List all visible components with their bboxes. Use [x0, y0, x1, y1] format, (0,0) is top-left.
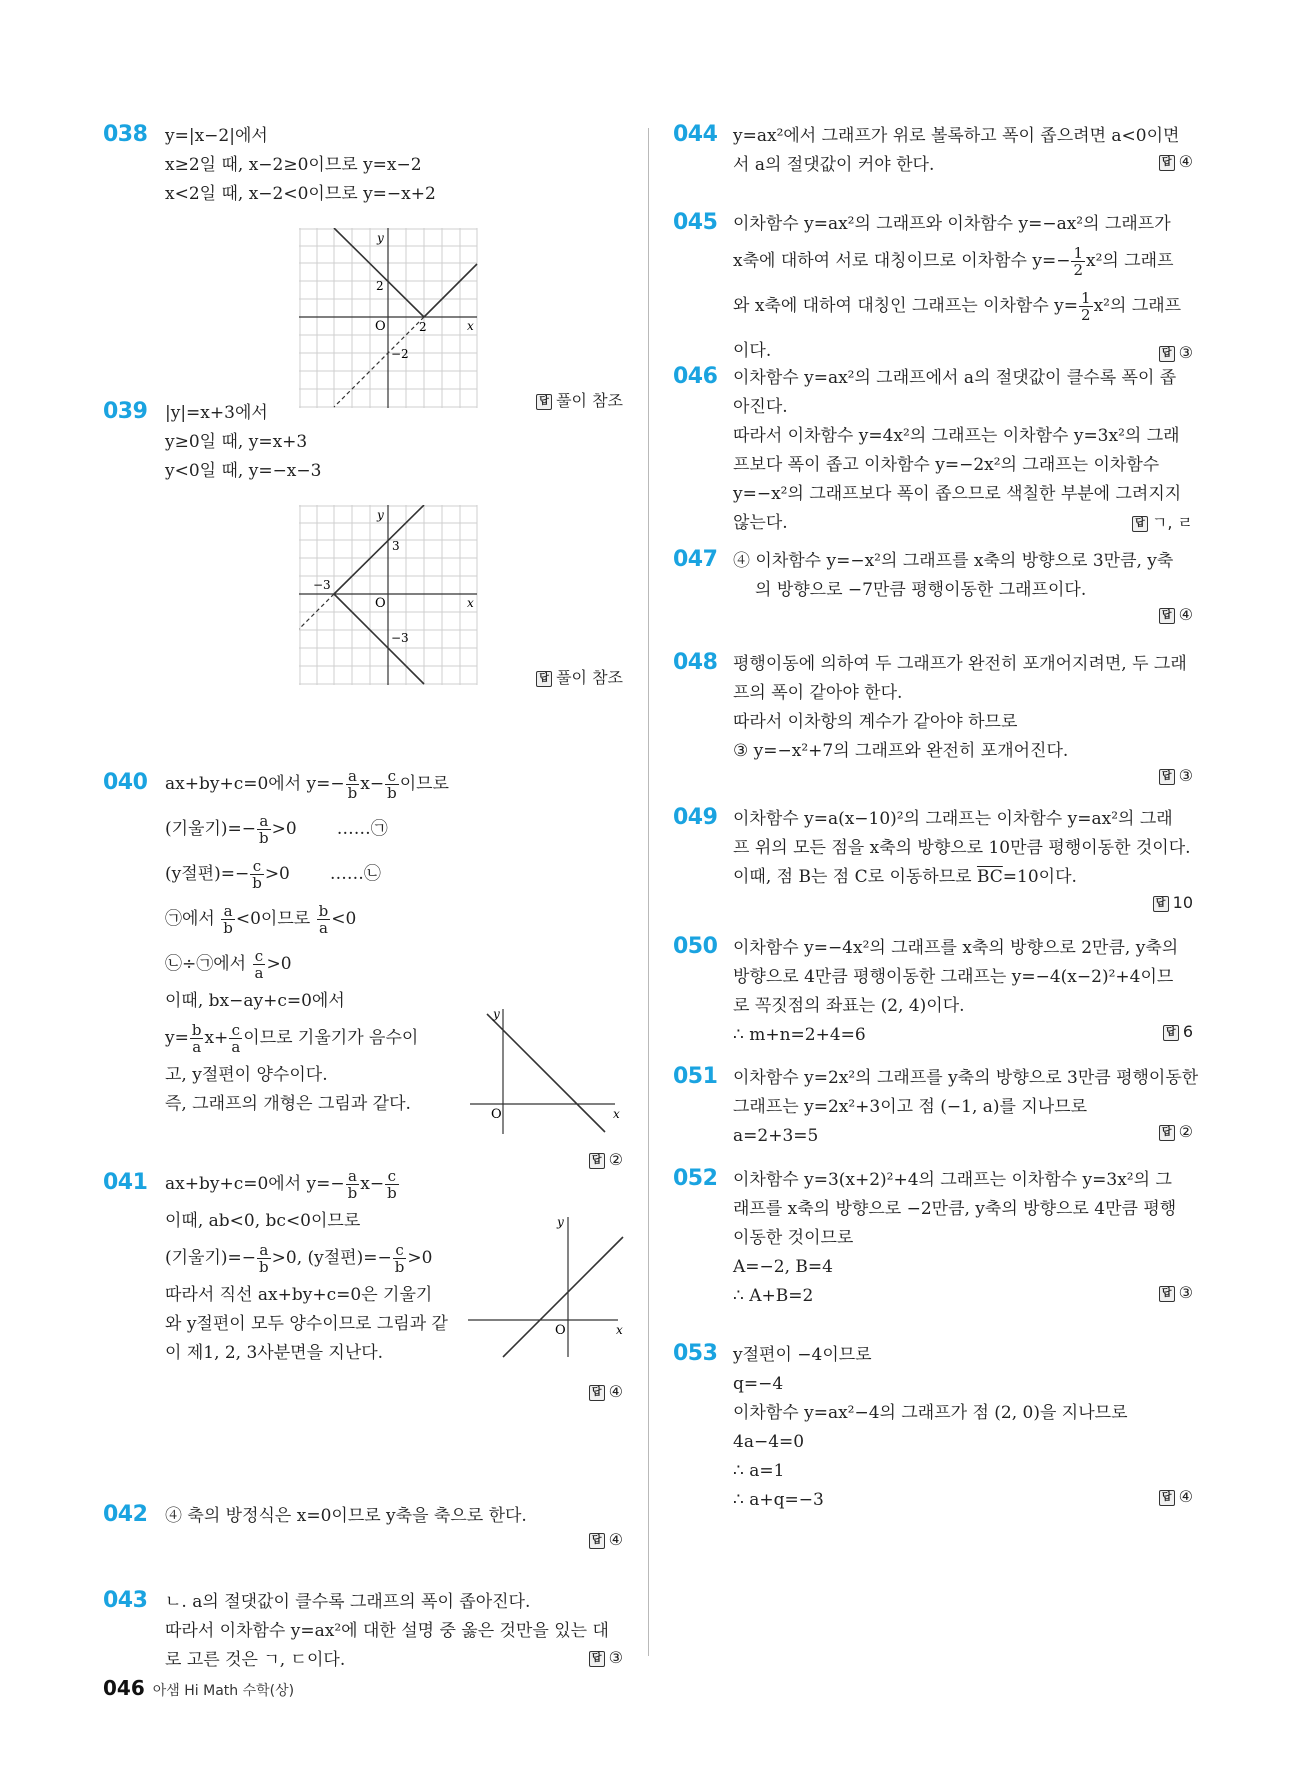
graph-line: [424, 264, 477, 317]
solution-line: ∴ a+q=−3: [733, 1490, 824, 1510]
problem-number: 039: [103, 399, 148, 424]
answer-icon: 답: [1159, 346, 1175, 362]
page-footer: [103, 1676, 294, 1700]
solution-line: x<2일 때, x−2<0이므로 y=−x+2: [165, 184, 436, 204]
answer-icon: 답: [536, 671, 552, 687]
book-title: 아샘 Hi Math 수학(상): [152, 1683, 295, 1699]
reference-answer: 답 풀이 참조: [536, 665, 623, 688]
solution-line: q=−4: [733, 1374, 784, 1394]
answer: 답 ④: [589, 1530, 623, 1549]
answer: 답 10: [1153, 893, 1193, 912]
solution-line: ax+by+c=0에서 y=− $\frac{a}{b}$ x− $\frac{c}{b}$ 이므로: [165, 767, 449, 802]
solution-line: 그래프는 y=2x²+3이고 점 (−1, a)를 지나므로: [733, 1097, 1088, 1117]
solution-line: 이차함수 y=−4x²의 그래프를 x축의 방향으로 2만큼, y축의: [733, 938, 1179, 958]
solution-line: 이차함수 y=2x²의 그래프를 y축의 방향으로 3만큼 평행이동한: [733, 1068, 1199, 1088]
answer: 답 ㄱ, ㄹ: [1132, 510, 1193, 533]
answer-icon: 답: [589, 1385, 605, 1401]
y-label: y: [377, 508, 384, 522]
solution-line: ㉠에서 $\frac{a}{b}$ <0이므로 $\frac{b}{a}$ <0: [165, 902, 357, 937]
solution-line: y=|x−2|에서: [165, 126, 268, 146]
graph-040: [465, 1004, 625, 1144]
problem-number: 048: [673, 650, 718, 675]
solution-line: 따라서 이차함수 y=ax²에 대한 설명 중 옳은 것만을 있는 대: [165, 1621, 609, 1641]
tick-label: −2: [391, 347, 409, 361]
column-divider: [648, 128, 649, 1656]
answer: 답 ④: [1159, 605, 1193, 624]
origin-label: O: [375, 596, 386, 611]
solution-line: 아진다.: [733, 397, 788, 417]
reference-answer: 답 풀이 참조: [536, 388, 623, 411]
solution-line: 않는다.: [733, 513, 788, 533]
solution-line: (기울기)=− $\frac{a}{b}$ >0, (y절편)=− $\frac{c}{b}$ >0: [165, 1241, 433, 1276]
solution-line: 따라서 이차함수 y=4x²의 그래프는 이차함수 y=3x²의 그래: [733, 426, 1180, 446]
problem-number: 042: [103, 1502, 148, 1527]
y-label: y: [557, 1215, 564, 1229]
answer-icon: 답: [536, 394, 552, 410]
solution-line: 평행이동에 의하여 두 그래프가 완전히 포개어지려면, 두 그래: [733, 654, 1187, 674]
tick-label: −3: [313, 578, 331, 592]
graph-038: [299, 228, 479, 410]
problem-number: 053: [673, 1341, 718, 1366]
solution-line: a=2+3=5: [733, 1126, 819, 1146]
answer: 답 ④: [1159, 152, 1193, 171]
graph-line: [487, 1014, 605, 1132]
solution-line: 이때, 점 B는 점 C로 이동하므로 $\overline{BC}=10$이다.: [733, 867, 1077, 887]
solution-line: 프보다 폭이 좁고 이차함수 y=−2x²의 그래프는 이차함수: [733, 455, 1160, 475]
origin-label: O: [491, 1107, 502, 1122]
solution-line: 이차함수 y=ax²의 그래프에서 a의 절댓값이 클수록 폭이 좁: [733, 368, 1177, 388]
problem-number: 040: [103, 770, 148, 795]
tick-label: −3: [391, 631, 409, 645]
solution-line: 이차함수 y=ax²−4의 그래프가 점 (2, 0)을 지나므로: [733, 1403, 1128, 1423]
solution-line: A=−2, B=4: [733, 1257, 833, 1277]
answer: 답 ③: [1159, 1283, 1193, 1302]
solution-line: 와 x축에 대하여 대칭인 그래프는 이차함수 y= $\frac{1}{2}$ x²의 그래프: [733, 289, 1182, 324]
solution-line: 따라서 직선 ax+by+c=0은 기울기: [165, 1285, 433, 1305]
graph-041: [463, 1212, 628, 1362]
problem-number: 051: [673, 1064, 718, 1089]
answer: 답 ④: [1159, 1487, 1193, 1506]
problem-number: 047: [673, 547, 718, 572]
answer-icon: 답: [1159, 1125, 1175, 1141]
answer: 답 ③: [589, 1648, 623, 1667]
solution-line: 이차함수 y=ax²의 그래프와 이차함수 y=−ax²의 그래프가: [733, 214, 1171, 234]
solution-line: 이차함수 y=a(x−10)²의 그래프는 이차함수 y=ax²의 그래: [733, 809, 1173, 829]
solution-line: y= $\frac{b}{a}$ x+ $\frac{c}{a}$ 이므로 기울기가 음수이: [165, 1021, 419, 1056]
answer-icon: 답: [589, 1533, 605, 1549]
answer: 답 ③: [1159, 766, 1193, 785]
solution-line: (기울기)=− $\frac{a}{b}$ >0 ……㉠: [165, 812, 388, 847]
solution-line: ③ y=−x²+7의 그래프와 완전히 포개어진다.: [733, 741, 1069, 761]
solution-line: ∴ a=1: [733, 1461, 785, 1481]
solution-line: ax+by+c=0에서 y=− $\frac{a}{b}$ x− $\frac{c}{b}$: [165, 1167, 397, 1202]
solution-line: ④ 이차함수 y=−x²의 그래프를 x축의 방향으로 3만큼, y축: [733, 551, 1174, 571]
tick-label: 2: [376, 279, 384, 293]
solution-line: 프 위의 모든 점을 x축의 방향으로 10만큼 평행이동한 것이다.: [733, 838, 1191, 858]
solution-line: 서 a의 절댓값이 커야 한다.: [733, 155, 935, 175]
solution-line: 따라서 이차항의 계수가 같아야 하므로: [733, 712, 1018, 732]
solution-line: ㄴ. a의 절댓값이 클수록 그래프의 폭이 좁아진다.: [165, 1592, 531, 1612]
solution-line: |y|=x+3에서: [165, 403, 268, 423]
answer-icon: 답: [589, 1651, 605, 1667]
solution-line: 고, y절편이 양수이다.: [165, 1065, 328, 1085]
answer: 답 ④: [589, 1382, 623, 1401]
solution-line: 4a−4=0: [733, 1432, 805, 1452]
problem-number: 049: [673, 805, 718, 830]
solution-line: y≥0일 때, y=x+3: [165, 432, 308, 452]
solution-line: y<0일 때, y=−x−3: [165, 461, 322, 481]
answer: 답 ③: [1159, 343, 1193, 362]
page-number: 046: [103, 1676, 145, 1700]
solution-line: 의 방향으로 −7만큼 평행이동한 그래프이다.: [755, 580, 1087, 600]
solution-line: 래프를 x축의 방향으로 −2만큼, y축의 방향으로 4만큼 평행: [733, 1199, 1177, 1219]
y-label: y: [377, 231, 384, 245]
solution-line: 이차함수 y=3(x+2)²+4의 그래프는 이차함수 y=3x²의 그: [733, 1170, 1172, 1190]
answer: 답 ②: [1159, 1122, 1193, 1141]
answer-icon: 답: [1159, 1286, 1175, 1302]
solution-line: ∴ m+n=2+4=6: [733, 1025, 866, 1045]
problem-number: 041: [103, 1170, 148, 1195]
answer-icon: 답: [1132, 516, 1148, 532]
answer-icon: 답: [589, 1153, 605, 1169]
solution-line: 이다.: [733, 341, 772, 361]
solution-line: 방향으로 4만큼 평행이동한 그래프는 y=−4(x−2)²+4이므: [733, 967, 1174, 987]
graph-039: [299, 505, 479, 687]
y-label: y: [493, 1007, 500, 1021]
solution-line: y=ax²에서 그래프가 위로 볼록하고 폭이 좁으려면 a<0이면: [733, 126, 1180, 146]
solution-line: x축에 대하여 서로 대칭이므로 이차함수 y=− $\frac{1}{2}$ x²의 그래프: [733, 244, 1174, 279]
answer-icon: 답: [1163, 1025, 1179, 1041]
problem-number: 046: [673, 364, 718, 389]
tick-label: 2: [419, 320, 427, 334]
problem-number: 043: [103, 1588, 148, 1613]
solution-line: 로 고른 것은 ㄱ, ㄷ이다.: [165, 1650, 346, 1670]
x-label: x: [467, 596, 474, 610]
tick-label: 3: [392, 539, 400, 553]
origin-label: O: [555, 1323, 566, 1338]
graph-line: [503, 1237, 623, 1357]
solution-line: 로 꼭짓점의 좌표는 (2, 4)이다.: [733, 996, 965, 1016]
x-label: x: [613, 1107, 620, 1121]
solution-line: 즉, 그래프의 개형은 그림과 같다.: [165, 1094, 411, 1114]
problem-number: 044: [673, 122, 718, 147]
solution-line: 와 y절편이 모두 양수이므로 그림과 같: [165, 1314, 448, 1334]
solution-line: 프의 폭이 같아야 한다.: [733, 683, 903, 703]
answer: 답 ②: [589, 1150, 623, 1169]
solution-line: 이때, ab<0, bc<0이므로: [165, 1211, 361, 1231]
x-label: x: [616, 1323, 623, 1337]
solution-line: y절편이 −4이므로: [733, 1345, 872, 1365]
answer-icon: 답: [1153, 896, 1169, 912]
solution-line: 이동한 것이므로: [733, 1228, 854, 1248]
solution-line: x≥2일 때, x−2≥0이므로 y=x−2: [165, 155, 422, 175]
x-label: x: [467, 319, 474, 333]
problem-number: 045: [673, 210, 718, 235]
answer: 답 6: [1163, 1022, 1193, 1041]
answer-icon: 답: [1159, 769, 1175, 785]
answer-icon: 답: [1159, 1490, 1175, 1506]
answer-icon: 답: [1159, 155, 1175, 171]
solution-line: ∴ A+B=2: [733, 1286, 814, 1306]
solution-line: ㉡÷㉠에서 $\frac{c}{a}$ >0: [165, 947, 292, 982]
solution-line: 이때, bx−ay+c=0에서: [165, 991, 345, 1011]
solution-line: y=−x²의 그래프보다 폭이 좁으므로 색칠한 부분에 그려지지: [733, 484, 1182, 504]
problem-number: 050: [673, 934, 718, 959]
problem-number: 052: [673, 1166, 718, 1191]
solution-line: (y절편)=− $\frac{c}{b}$ >0 ……㉡: [165, 857, 381, 892]
origin-label: O: [375, 319, 386, 334]
solution-line: 이 제1, 2, 3사분면을 지난다.: [165, 1343, 384, 1363]
solution-line: ④ 축의 방정식은 x=0이므로 y축을 축으로 한다.: [165, 1506, 527, 1526]
answer-icon: 답: [1159, 608, 1175, 624]
problem-number: 038: [103, 122, 148, 147]
